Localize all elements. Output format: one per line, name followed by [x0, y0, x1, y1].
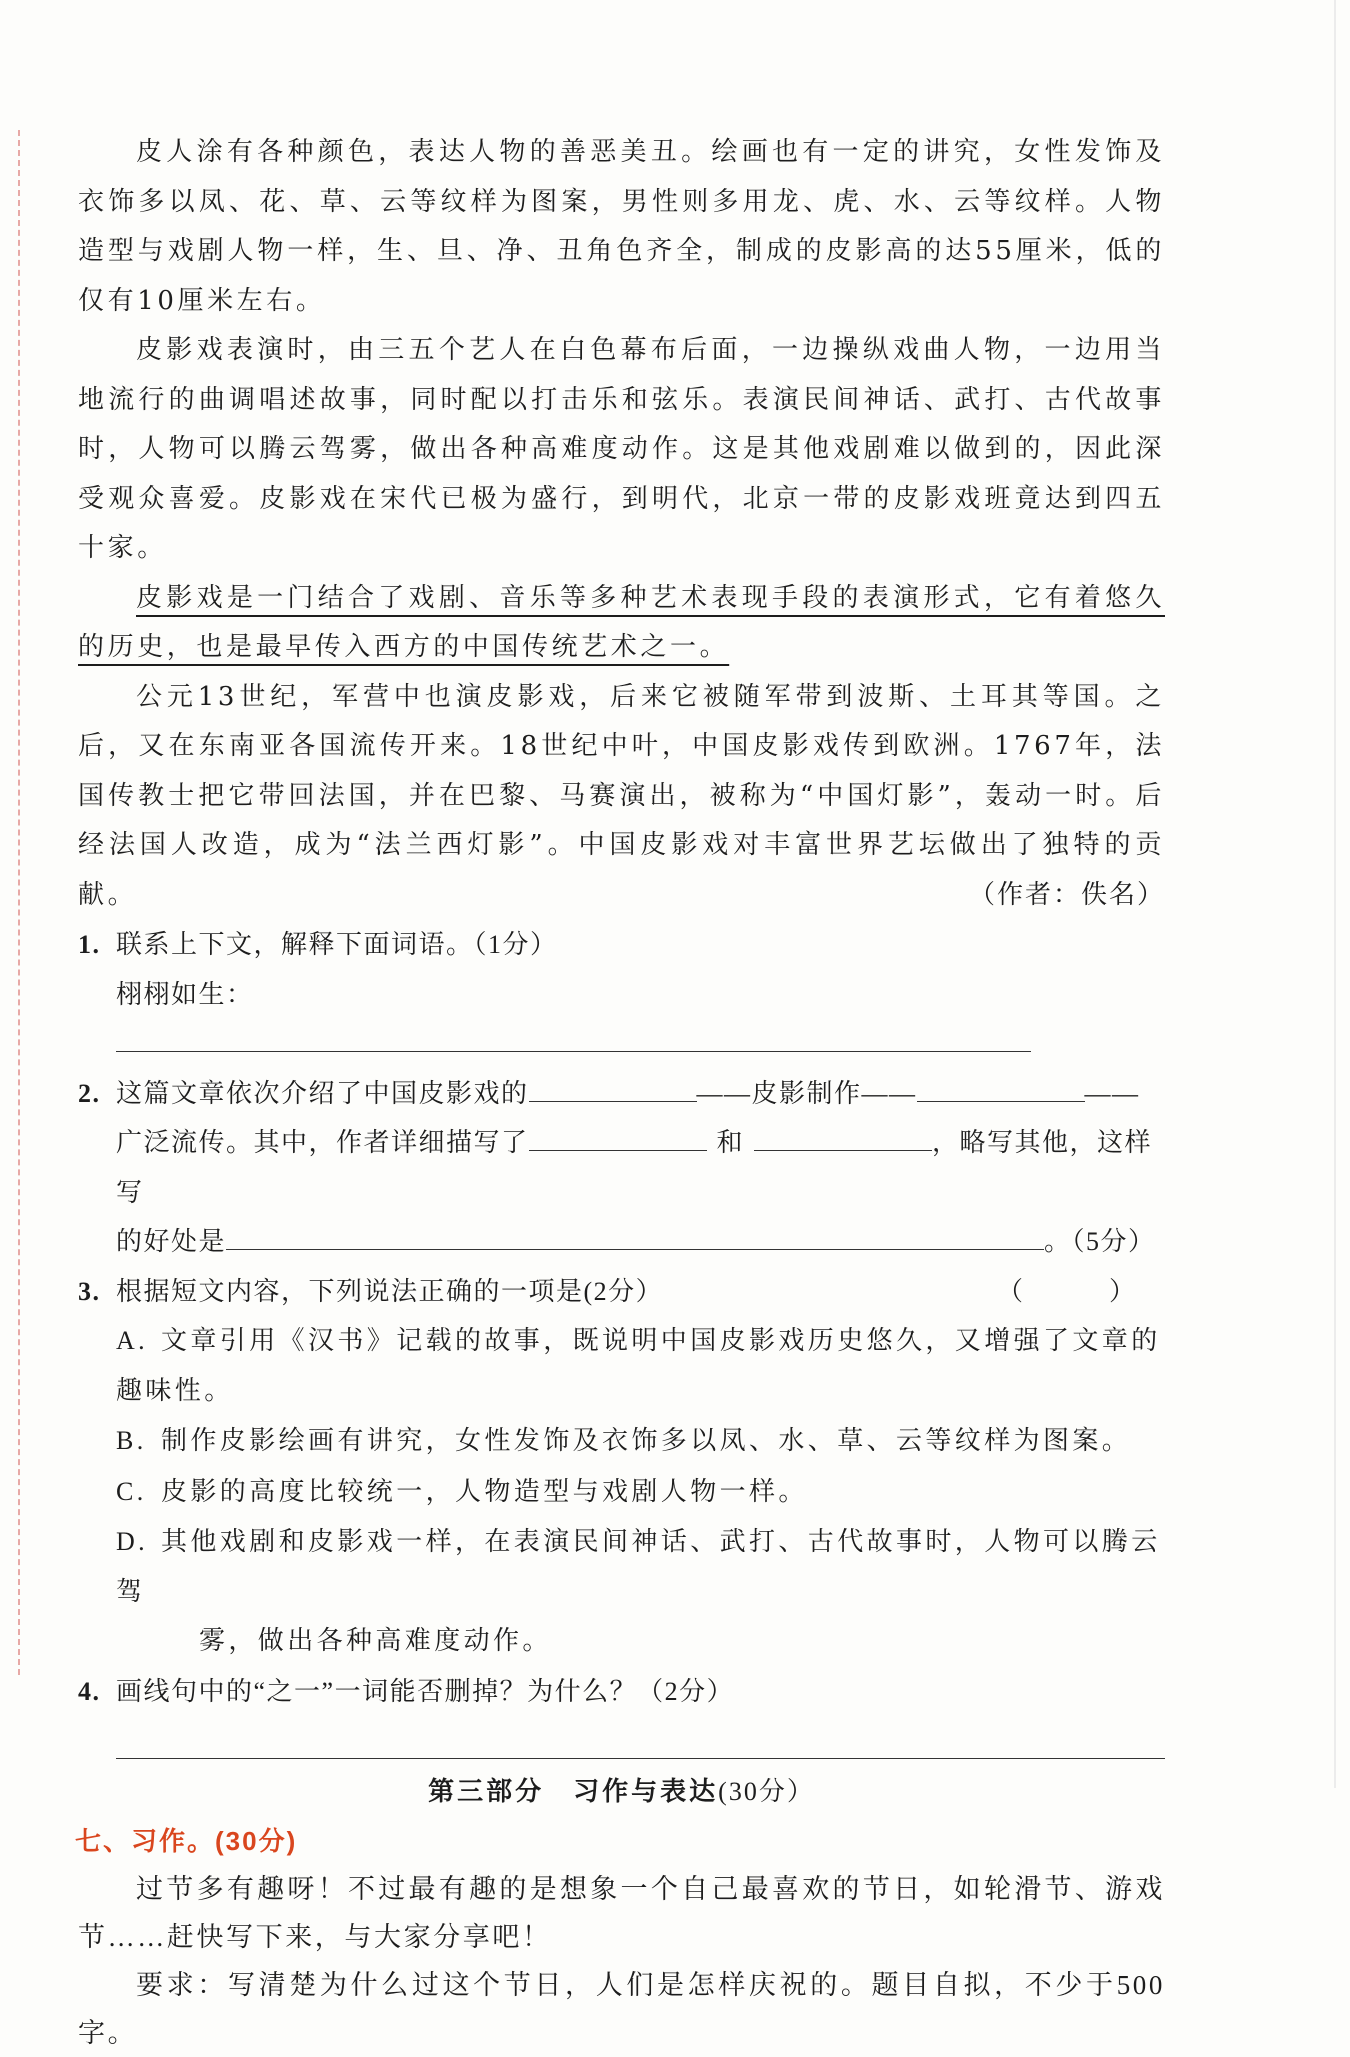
question-4 — [78, 1667, 1165, 1717]
question-1-text: 联系上下文，解释下面词语。（1分） — [116, 930, 558, 959]
section-seven-heading: 七、习作。(30分) — [75, 1826, 298, 1856]
question-2 — [78, 1069, 1165, 1119]
reading-paragraph-4-text: 公元13世纪，军营中也演皮影戏，后来它被随军带到波斯、土耳其等国。之后，又在东南亚各国流传开来。18世纪中叶，中国皮影戏传到欧洲。1767年，法国传教士把它带回法国，并在巴黎、马赛演出，被称为“中国灯影”，轰动一时。后经法国人改造，成为“法兰西灯影”。中国皮影戏对丰富世界艺坛做出了独特的贡献。 — [78, 681, 1165, 910]
question-3-number: 3. — [78, 1276, 101, 1306]
part-three-title — [78, 1767, 1165, 1817]
option-a-letter: A. — [116, 1326, 149, 1355]
question-4-answer-line[interactable] — [116, 1738, 1165, 1759]
question-2-dash-1: ——皮影制作—— — [696, 1078, 917, 1108]
question-2-score: 。（5分） — [1044, 1227, 1156, 1256]
question-2-text-3: ，略写其他，这样写 — [116, 1128, 1153, 1207]
question-2-text-4: 的好处是 — [116, 1227, 227, 1256]
question-2-blank-4[interactable] — [754, 1120, 932, 1151]
question-2-line-3 — [78, 1217, 1165, 1267]
question-2-blank-1[interactable] — [529, 1071, 697, 1102]
option-a — [78, 1316, 1165, 1416]
underlined-sentence: 皮影戏是一门结合了戏剧、音乐等多种艺术表现手段的表演形式，它有着悠久的历史，也是最早传入西方的中国传统艺术之一。 — [78, 582, 1165, 662]
reading-paragraph-4 — [78, 673, 1165, 921]
part-three-score: (30分） — [718, 1777, 815, 1806]
question-2-number: 2. — [78, 1078, 101, 1108]
reading-paragraph-underlined — [78, 574, 1165, 673]
question-2-line-2 — [78, 1118, 1165, 1217]
question-3 — [78, 1267, 1165, 1317]
option-d — [78, 1517, 1165, 1617]
reading-paragraph-2: 皮影戏表演时，由三五个艺人在白色幕布后面，一边操纵戏曲人物，一边用当地流行的曲调唱述故事，同时配以打击乐和弦乐。表演民间神话、武打、古代故事时，人物可以腾云驾雾，做出各种高难度动作。这是其他戏剧难以做到的，因此深受观众喜爱。皮影戏在宋代已极为盛行，到明代，北京一带的皮影戏班竟达到四五十家。 — [78, 335, 1165, 563]
question-2-blank-5[interactable] — [226, 1219, 1044, 1250]
option-c-text: 皮影的高度比较统一，人物造型与戏剧人物一样。 — [161, 1476, 808, 1507]
question-3-text: 根据短文内容，下列说法正确的一项是(2分） — [116, 1276, 664, 1306]
page-content — [75, 128, 1165, 2057]
option-d-text-cont: 雾，做出各种高难度动作。 — [199, 1626, 552, 1656]
question-1-number: 1. — [78, 930, 101, 959]
option-b-text: 制作皮影绘画有讲究，女性发饰及衣饰多以凤、水、草、云等纹样为图案。 — [161, 1426, 1132, 1456]
question-1 — [78, 920, 1165, 970]
question-1-answer-row — [78, 970, 1165, 1069]
question-2-text-1: 这篇文章依次介绍了中国皮影戏的 — [116, 1078, 529, 1108]
option-c — [78, 1467, 1165, 1518]
option-d-letter: D. — [116, 1527, 149, 1556]
option-d-text: 其他戏剧和皮影戏一样，在表演民间神话、武打、古代故事时，人物可以腾云驾 — [116, 1527, 1161, 1607]
page-edge — [1334, 0, 1336, 1788]
question-2-blank-3[interactable] — [529, 1120, 707, 1151]
question-2-blank-2[interactable] — [917, 1071, 1085, 1102]
composition-requirements: 要求：写清楚为什么过这个节日，人们是怎样庆祝的。题目自拟，不少于500字。 — [78, 1970, 1165, 2048]
question-2-dash-2: —— — [1084, 1078, 1140, 1108]
option-d-continued — [78, 1617, 1165, 1667]
reading-paragraph-1: 皮人涂有各种颜色，表达人物的善恶美丑。绘画也有一定的讲究，女性发饰及衣饰多以凤、花、草、云等纹样为图案，男性则多用龙、虎、水、云等纹样。人物造型与戏剧人物一样，生、旦、净、丑角色齐全，制成的皮影高的达55厘米，低的仅有10厘米左右。 — [78, 137, 1165, 316]
question-4-text: 画线句中的“之一”一词能否删掉？为什么？（2分） — [116, 1676, 735, 1706]
question-4-number: 4. — [78, 1676, 101, 1706]
question-2-text-2: 广泛流传。其中，作者详细描写了 — [116, 1128, 529, 1157]
question-1-term: 栩栩如生： — [116, 979, 254, 1009]
part-three-title-text: 第三部分 习作与表达 — [428, 1777, 719, 1806]
question-1-blank[interactable] — [116, 1021, 1031, 1052]
option-a-text: 文章引用《汉书》记载的故事，既说明中国皮影戏历史悠久，又增强了文章的趣味性。 — [116, 1326, 1161, 1406]
question-3-answer-paren[interactable]: （ ） — [996, 1276, 1165, 1306]
option-c-letter: C. — [116, 1476, 147, 1506]
composition-prompt: 过节多有趣呀！不过最有趣的是想象一个自己最喜欢的节日，如轮滑节、游戏节……赶快写下来，与大家分享吧！ — [78, 1874, 1165, 1952]
question-2-and: 和 — [716, 1128, 745, 1157]
option-b — [78, 1416, 1165, 1467]
author-credit: （作者：佚名） — [968, 879, 1165, 910]
margin-rule — [18, 130, 20, 1675]
option-b-letter: B. — [116, 1426, 147, 1455]
